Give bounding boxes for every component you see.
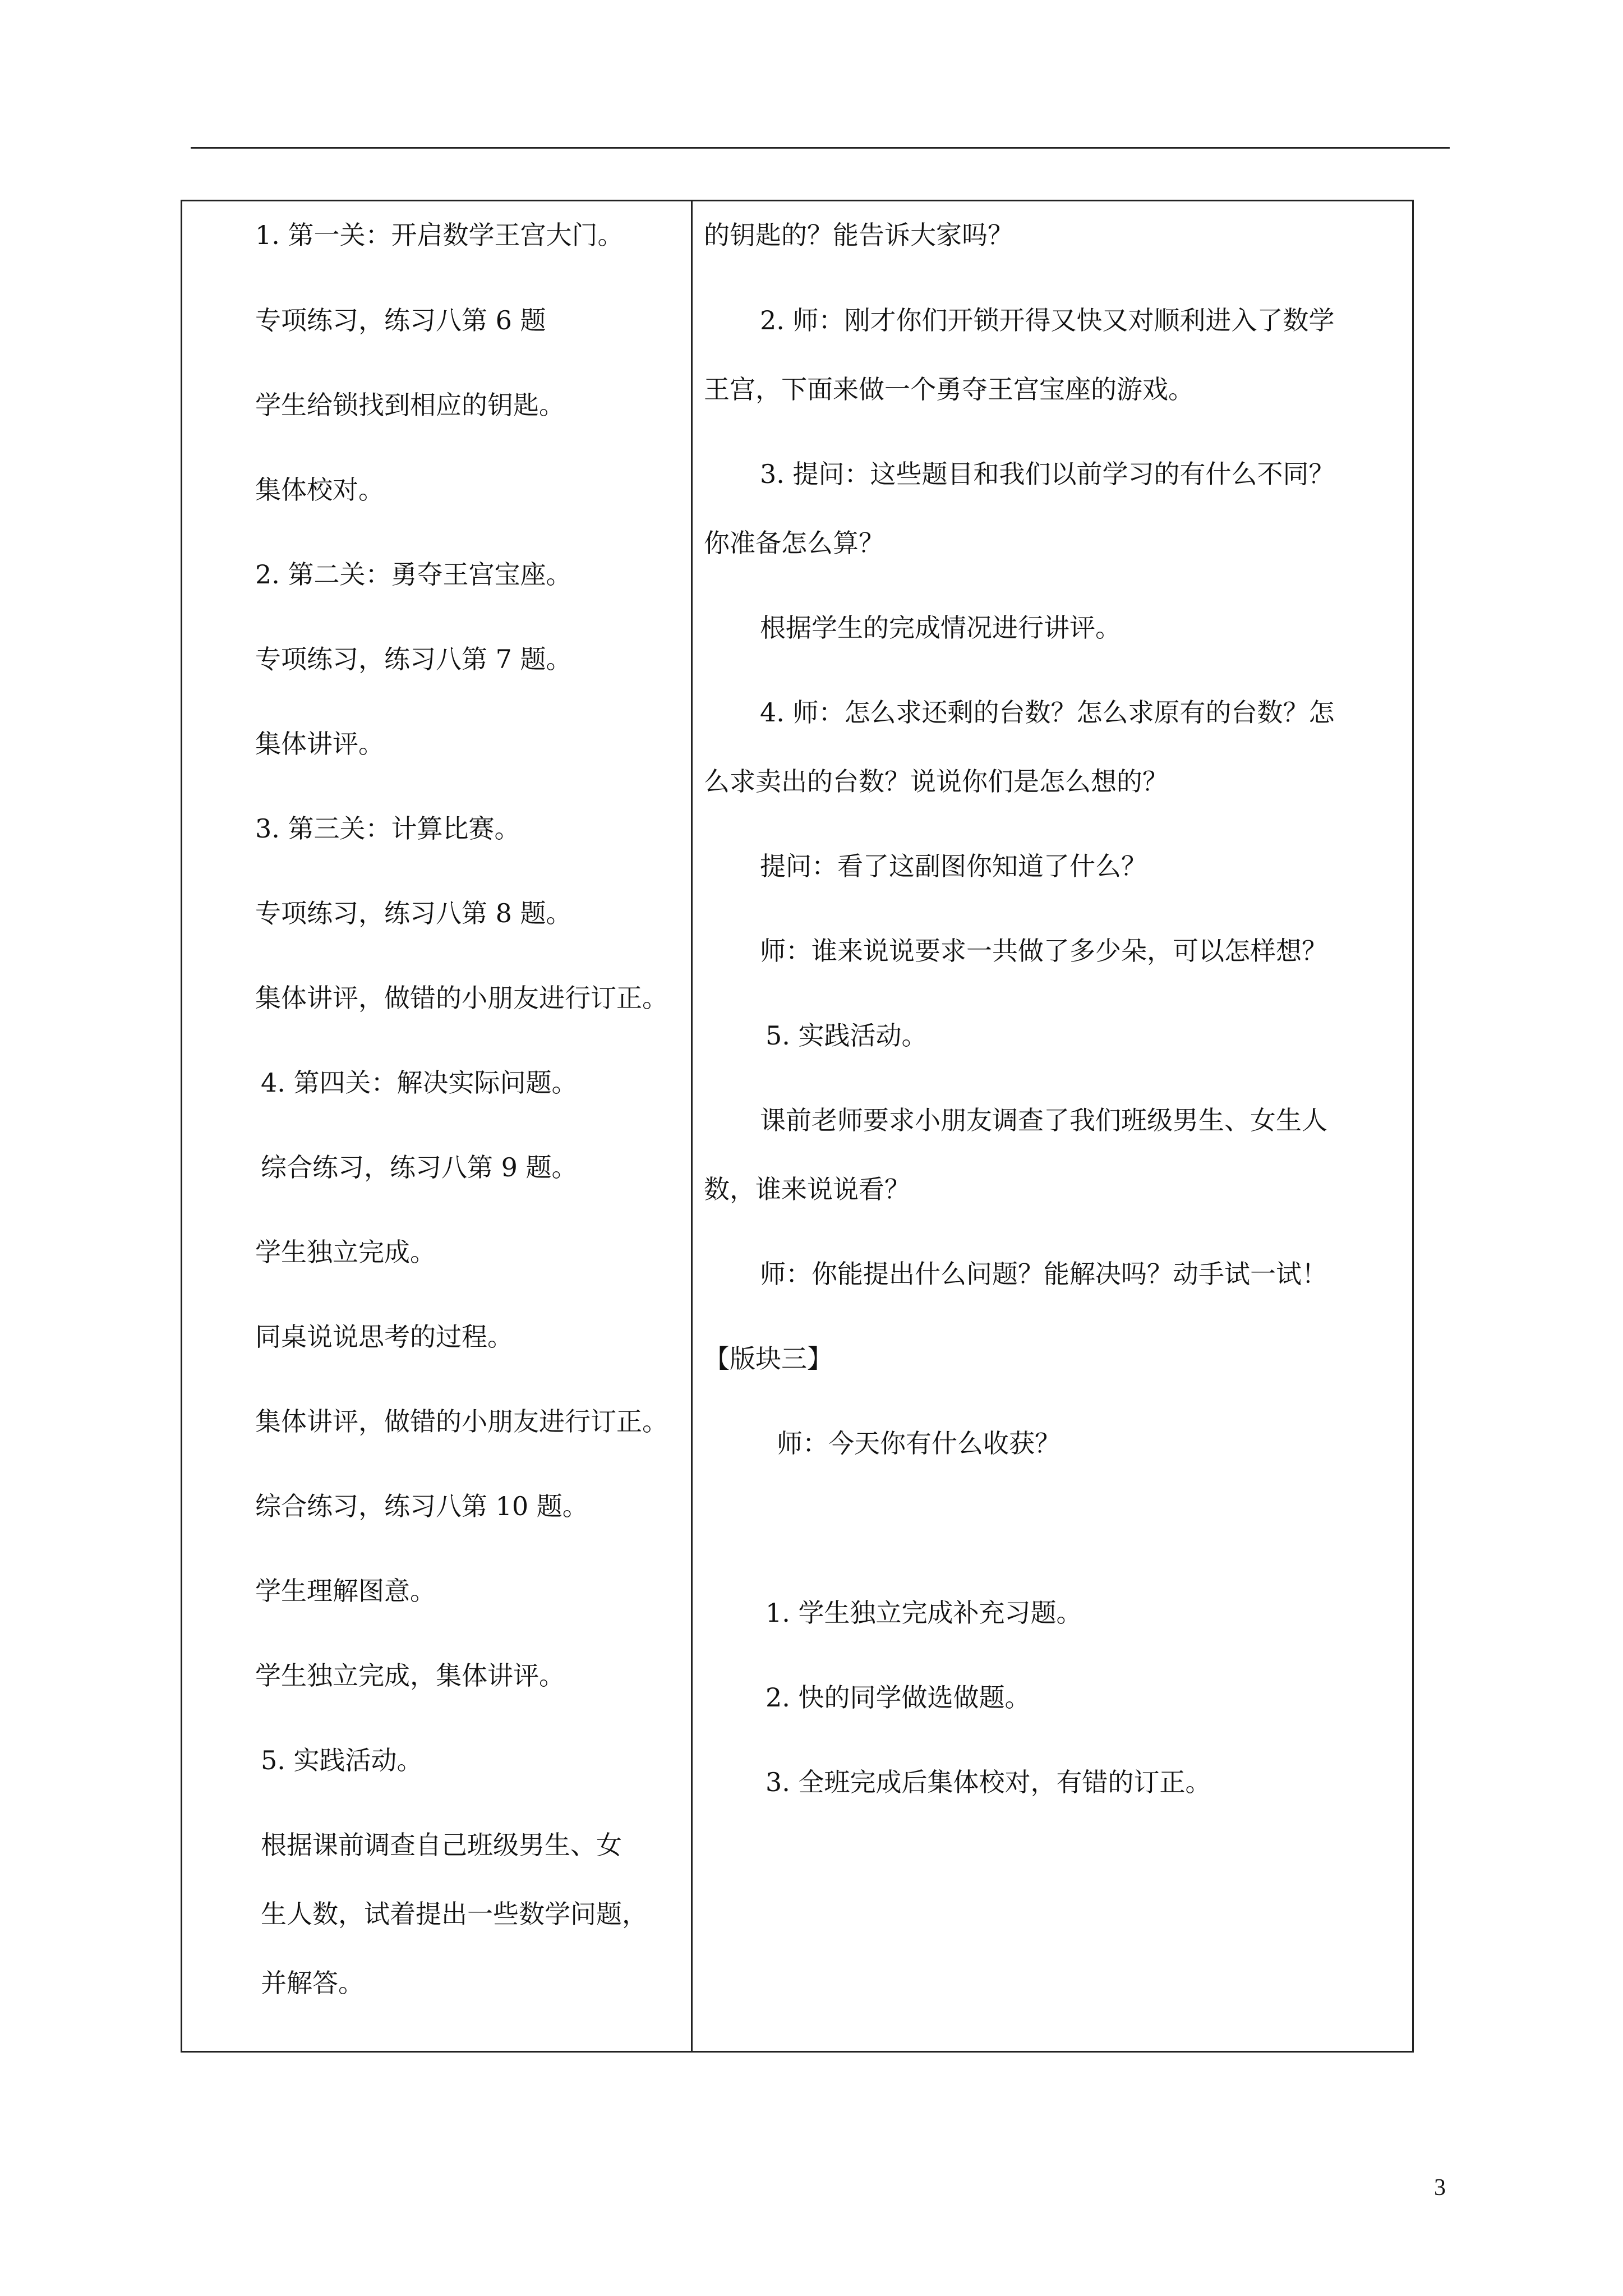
left-line: 专项练习，练习八第 6 题: [255, 305, 546, 335]
left-line: 1. 第一关：开启数学王宫大门。: [255, 220, 624, 250]
left-line: 同桌说说思考的过程。: [255, 1322, 513, 1352]
right-line: 1. 学生独立完成补充习题。: [766, 1598, 1082, 1628]
right-line: 课前老师要求小朋友调查了我们班级男生、女生人: [760, 1105, 1327, 1135]
right-line: 2. 快的同学做选做题。: [766, 1682, 1031, 1713]
left-line: 学生独立完成，集体讲评。: [255, 1660, 565, 1691]
left-line: 学生给锁找到相应的钥匙。: [255, 390, 565, 420]
right-line: 师：谁来说说要求一共做了多少朵，可以怎样想？: [760, 936, 1327, 966]
left-line: 生人数，试着提出一些数学问题，: [261, 1899, 648, 1929]
left-line: 根据课前调查自己班级男生、女: [261, 1830, 622, 1860]
right-line: 你准备怎么算？: [704, 528, 884, 558]
left-line: 专项练习，练习八第 8 题。: [255, 898, 572, 928]
left-line: 4. 第四关：解决实际问题。: [261, 1068, 578, 1098]
right-line: 提问：看了这副图你知道了什么？: [760, 851, 1147, 881]
left-line: 学生理解图意。: [255, 1576, 436, 1606]
header-rule: [191, 147, 1450, 149]
left-line: 集体校对。: [255, 475, 384, 505]
right-line: 师：今天你有什么收获？: [777, 1428, 1061, 1458]
left-line: 集体讲评。: [255, 729, 384, 759]
right-line: 4. 师：怎么求还剩的台数？怎么求原有的台数？怎: [760, 697, 1335, 728]
right-line: 5. 实践活动。: [766, 1020, 928, 1051]
right-line: 师：你能提出什么问题？能解决吗？动手试一试！: [760, 1259, 1327, 1289]
left-line: 2. 第二关：勇夺王宫宝座。: [255, 559, 572, 590]
right-line: 3. 全班完成后集体校对，有错的订正。: [766, 1767, 1211, 1797]
left-line: 综合练习，练习八第 9 题。: [261, 1152, 578, 1182]
lesson-table: [181, 200, 1414, 2053]
right-line: 2. 师：刚才你们开锁开得又快又对顺利进入了数学: [760, 305, 1335, 335]
left-line: 集体讲评，做错的小朋友进行订正。: [255, 1406, 668, 1437]
left-line: 3. 第三关：计算比赛。: [255, 813, 520, 844]
right-line: 根据学生的完成情况进行讲评。: [760, 613, 1121, 643]
right-line: 么求卖出的台数？说说你们是怎么想的？: [704, 766, 1168, 797]
left-line: 并解答。: [261, 1968, 364, 1998]
right-line: 数，谁来说说看？: [704, 1174, 910, 1204]
column-divider: [691, 201, 693, 2051]
right-line: 的钥匙的？能告诉大家吗？: [704, 220, 1013, 250]
right-line: 王宫，下面来做一个勇夺王宫宝座的游戏。: [704, 374, 1194, 404]
left-line: 学生独立完成。: [255, 1237, 436, 1267]
left-line: 集体讲评，做错的小朋友进行订正。: [255, 983, 668, 1013]
left-line: 综合练习，练习八第 10 题。: [255, 1491, 588, 1521]
page-number: 3: [1434, 2175, 1446, 2201]
left-line: 专项练习，练习八第 7 题。: [255, 644, 572, 674]
left-line: 5. 实践活动。: [261, 1745, 423, 1775]
right-line: 3. 提问：这些题目和我们以前学习的有什么不同？: [760, 459, 1335, 489]
right-line: 【版块三】: [704, 1343, 833, 1374]
